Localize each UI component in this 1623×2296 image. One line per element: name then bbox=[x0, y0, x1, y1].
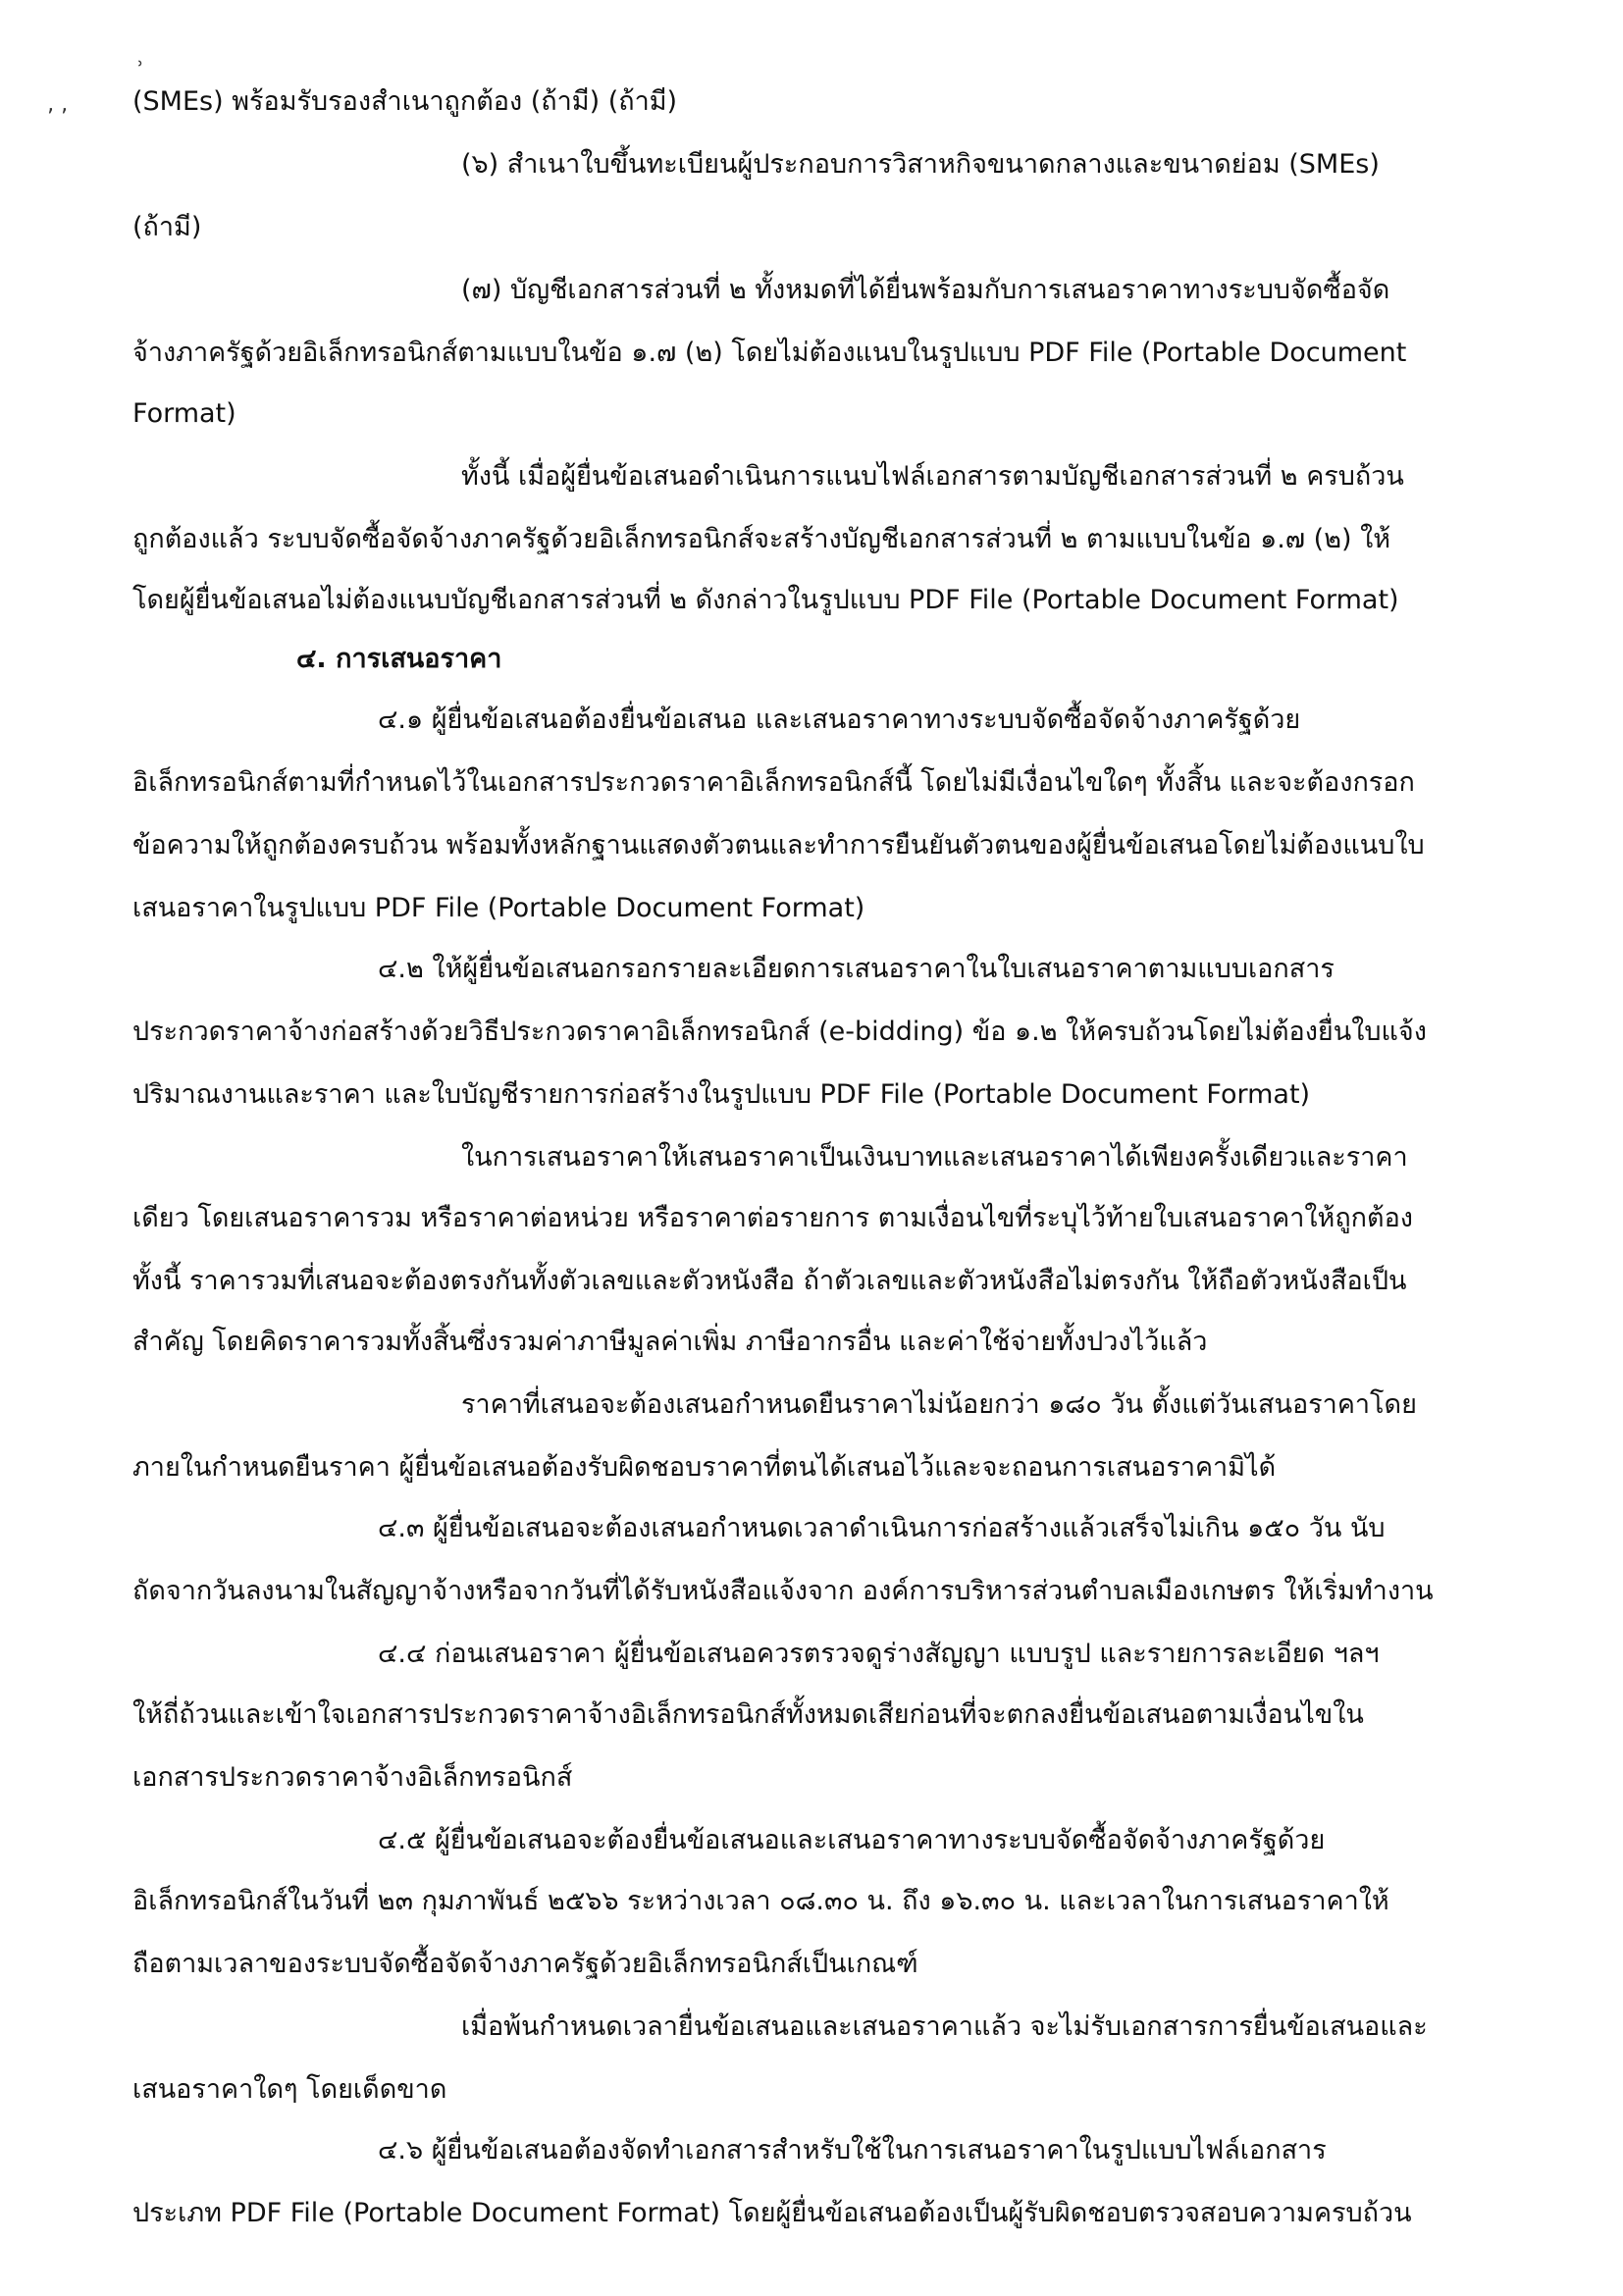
text-line: เสนอราคาใดๆ โดยเด็ดขาด bbox=[132, 2074, 447, 2105]
text-line: ข้อความให้ถูกต้องครบถ้วน พร้อมทั้งหลักฐานแสดงตัวตนและทำการยืนยันตัวตนของผู้ยื่นข้อเสนอโดยไม่ต้องแนบใบ bbox=[132, 830, 1425, 861]
text-line: ปริมาณงานและราคา และใบบัญชีรายการก่อสร้างในรูปแบบ PDF File (Portable Document Format) bbox=[132, 1079, 1311, 1110]
text-line: ให้ถี่ถ้วนและเข้าใจเอกสารประกวดราคาจ้างอิเล็กทรอนิกส์ทั้งหมดเสียก่อนที่จะตกลงยื่นข้อเสนอตามเงื่อนไขใน bbox=[132, 1699, 1364, 1730]
text-line: โดยผู้ยื่นข้อเสนอไม่ต้องแนบบัญชีเอกสารส่วนที่ ๒ ดังกล่าวในรูปแบบ PDF File (Portable Document Format) bbox=[132, 585, 1399, 615]
text-line: ประเภท PDF File (Portable Document Format) โดยผู้ยื่นข้อเสนอต้องเป็นผู้รับผิดชอบตรวจสอบความครบถ้วน bbox=[132, 2198, 1412, 2228]
section-4-heading: ๔. การเสนอราคา bbox=[296, 644, 502, 674]
item-7-line: (๗) บัญชีเอกสารส่วนที่ ๒ ทั้งหมดที่ได้ยื่นพร้อมกับการเสนอราคาทางระบบจัดซื้อจัด bbox=[461, 275, 1390, 305]
paragraph-start: ทั้งนี้ เมื่อผู้ยื่นข้อเสนอดำเนินการแนบไฟล์เอกสารตามบัญชีเอกสารส่วนที่ ๒ ครบถ้วน bbox=[461, 461, 1404, 492]
text-line: เอกสารประกวดราคาจ้างอิเล็กทรอนิกส์ bbox=[132, 1762, 573, 1793]
stray-mark-left: ‚ ‚ bbox=[47, 92, 68, 117]
stray-mark-top: ˒ bbox=[137, 53, 144, 78]
text-line: (ถ้ามี) bbox=[132, 212, 202, 242]
text-line: จ้างภาครัฐด้วยอิเล็กทรอนิกส์ตามแบบในข้อ ๑.๗ (๒) โดยไม่ต้องแนบในรูปแบบ PDF File (Portable Document bbox=[132, 338, 1407, 368]
text-line: ถือตามเวลาของระบบจัดซื้อจัดจ้างภาครัฐด้วยอิเล็กทรอนิกส์เป็นเกณฑ์ bbox=[132, 1949, 918, 1979]
text-line: อิเล็กทรอนิกส์ตามที่กำหนดไว้ในเอกสารประกวดราคาอิเล็กทรอนิกส์นี้ โดยไม่มีเงื่อนไขใดๆ ทั้งสิ้น และจะต้องกรอก bbox=[132, 767, 1415, 798]
text-line: ประกวดราคาจ้างก่อสร้างด้วยวิธีประกวดราคาอิเล็กทรอนิกส์ (e-bidding) ข้อ ๑.๒ ให้ครบถ้วนโดยไม่ต้องยื่นใบแจ้ง bbox=[132, 1017, 1427, 1047]
paragraph-start: ในการเสนอราคาให้เสนอราคาเป็นเงินบาทและเสนอราคาได้เพียงครั้งเดียวและราคา bbox=[461, 1142, 1408, 1173]
clause-4-5: ๔.๕ ผู้ยื่นข้อเสนอจะต้องยื่นข้อเสนอและเสนอราคาทางระบบจัดซื้อจัดจ้างภาครัฐด้วย bbox=[378, 1825, 1326, 1855]
paragraph-start: ราคาที่เสนอจะต้องเสนอกำหนดยืนราคาไม่น้อยกว่า ๑๘๐ วัน ตั้งแต่วันเสนอราคาโดย bbox=[461, 1389, 1417, 1420]
clause-4-4: ๔.๔ ก่อนเสนอราคา ผู้ยื่นข้อเสนอควรตรวจดูร่างสัญญา แบบรูป และรายการละเอียด ฯลฯ bbox=[378, 1639, 1380, 1669]
text-line: ถูกต้องแล้ว ระบบจัดซื้อจัดจ้างภาครัฐด้วยอิเล็กทรอนิกส์จะสร้างบัญชีเอกสารส่วนที่ ๒ ตามแบบในข้อ ๑.๗ (๒) ให้ bbox=[132, 524, 1391, 554]
text-line: Format) bbox=[132, 398, 236, 429]
clause-4-6: ๔.๖ ผู้ยื่นข้อเสนอต้องจัดทำเอกสารสำหรับใช้ในการเสนอราคาในรูปแบบไฟล์เอกสาร bbox=[378, 2135, 1327, 2166]
text-line: เสนอราคาในรูปแบบ PDF File (Portable Document Format) bbox=[132, 893, 865, 923]
text-line: ทั้งนี้ ราคารวมที่เสนอจะต้องตรงกันทั้งตัวเลขและตัวหนังสือ ถ้าตัวเลขและตัวหนังสือไม่ตรงกัน ให้ถือตัวหนังสือเป็น bbox=[132, 1266, 1407, 1296]
text-line: อิเล็กทรอนิกส์ในวันที่ ๒๓ กุมภาพันธ์ ๒๕๖๖ ระหว่างเวลา ๐๘.๓๐ น. ถึง ๑๖.๓๐ น. และเวลาในการเสนอราคาให้ bbox=[132, 1886, 1389, 1916]
text-line: สำคัญ โดยคิดราคารวมทั้งสิ้นซึ่งรวมค่าภาษีมูลค่าเพิ่ม ภาษีอากรอื่น และค่าใช้จ่ายทั้งปวงไว้แล้ว bbox=[132, 1327, 1208, 1357]
text-line: ภายในกำหนดยืนราคา ผู้ยื่นข้อเสนอต้องรับผิดชอบราคาที่ตนได้เสนอไว้และจะถอนการเสนอราคามิได้ bbox=[132, 1452, 1277, 1483]
text-line: (SMEs) พร้อมรับรองสำเนาถูกต้อง (ถ้ามี) (ถ้ามี) bbox=[132, 86, 678, 117]
clause-4-1: ๔.๑ ผู้ยื่นข้อเสนอต้องยื่นข้อเสนอ และเสนอราคาทางระบบจัดซื้อจัดจ้างภาครัฐด้วย bbox=[378, 704, 1301, 735]
clause-4-2: ๔.๒ ให้ผู้ยื่นข้อเสนอกรอกรายละเอียดการเสนอราคาในใบเสนอราคาตามแบบเอกสาร bbox=[378, 954, 1335, 984]
text-line: เดียว โดยเสนอราคารวม หรือราคาต่อหน่วย หรือราคาต่อรายการ ตามเงื่อนไขที่ระบุไว้ท้ายใบเสนอราคาให้ถูกต้อง bbox=[132, 1203, 1413, 1233]
paragraph-start: เมื่อพ้นกำหนดเวลายื่นข้อเสนอและเสนอราคาแล้ว จะไม่รับเอกสารการยื่นข้อเสนอและ bbox=[461, 2011, 1428, 2042]
text-line: ถัดจากวันลงนามในสัญญาจ้างหรือจากวันที่ได้รับหนังสือแจ้งจาก องค์การบริหารส่วนตำบลเมืองเกษตร ให้เริ่มทำงาน bbox=[132, 1576, 1434, 1606]
item-6-line: (๖) สำเนาใบขึ้นทะเบียนผู้ประกอบการวิสาหกิจขนาดกลางและขนาดย่อม (SMEs) bbox=[461, 149, 1380, 180]
clause-4-3: ๔.๓ ผู้ยื่นข้อเสนอจะต้องเสนอกำหนดเวลาดำเนินการก่อสร้างแล้วเสร็จไม่เกิน ๑๕๐ วัน นับ bbox=[378, 1513, 1386, 1543]
